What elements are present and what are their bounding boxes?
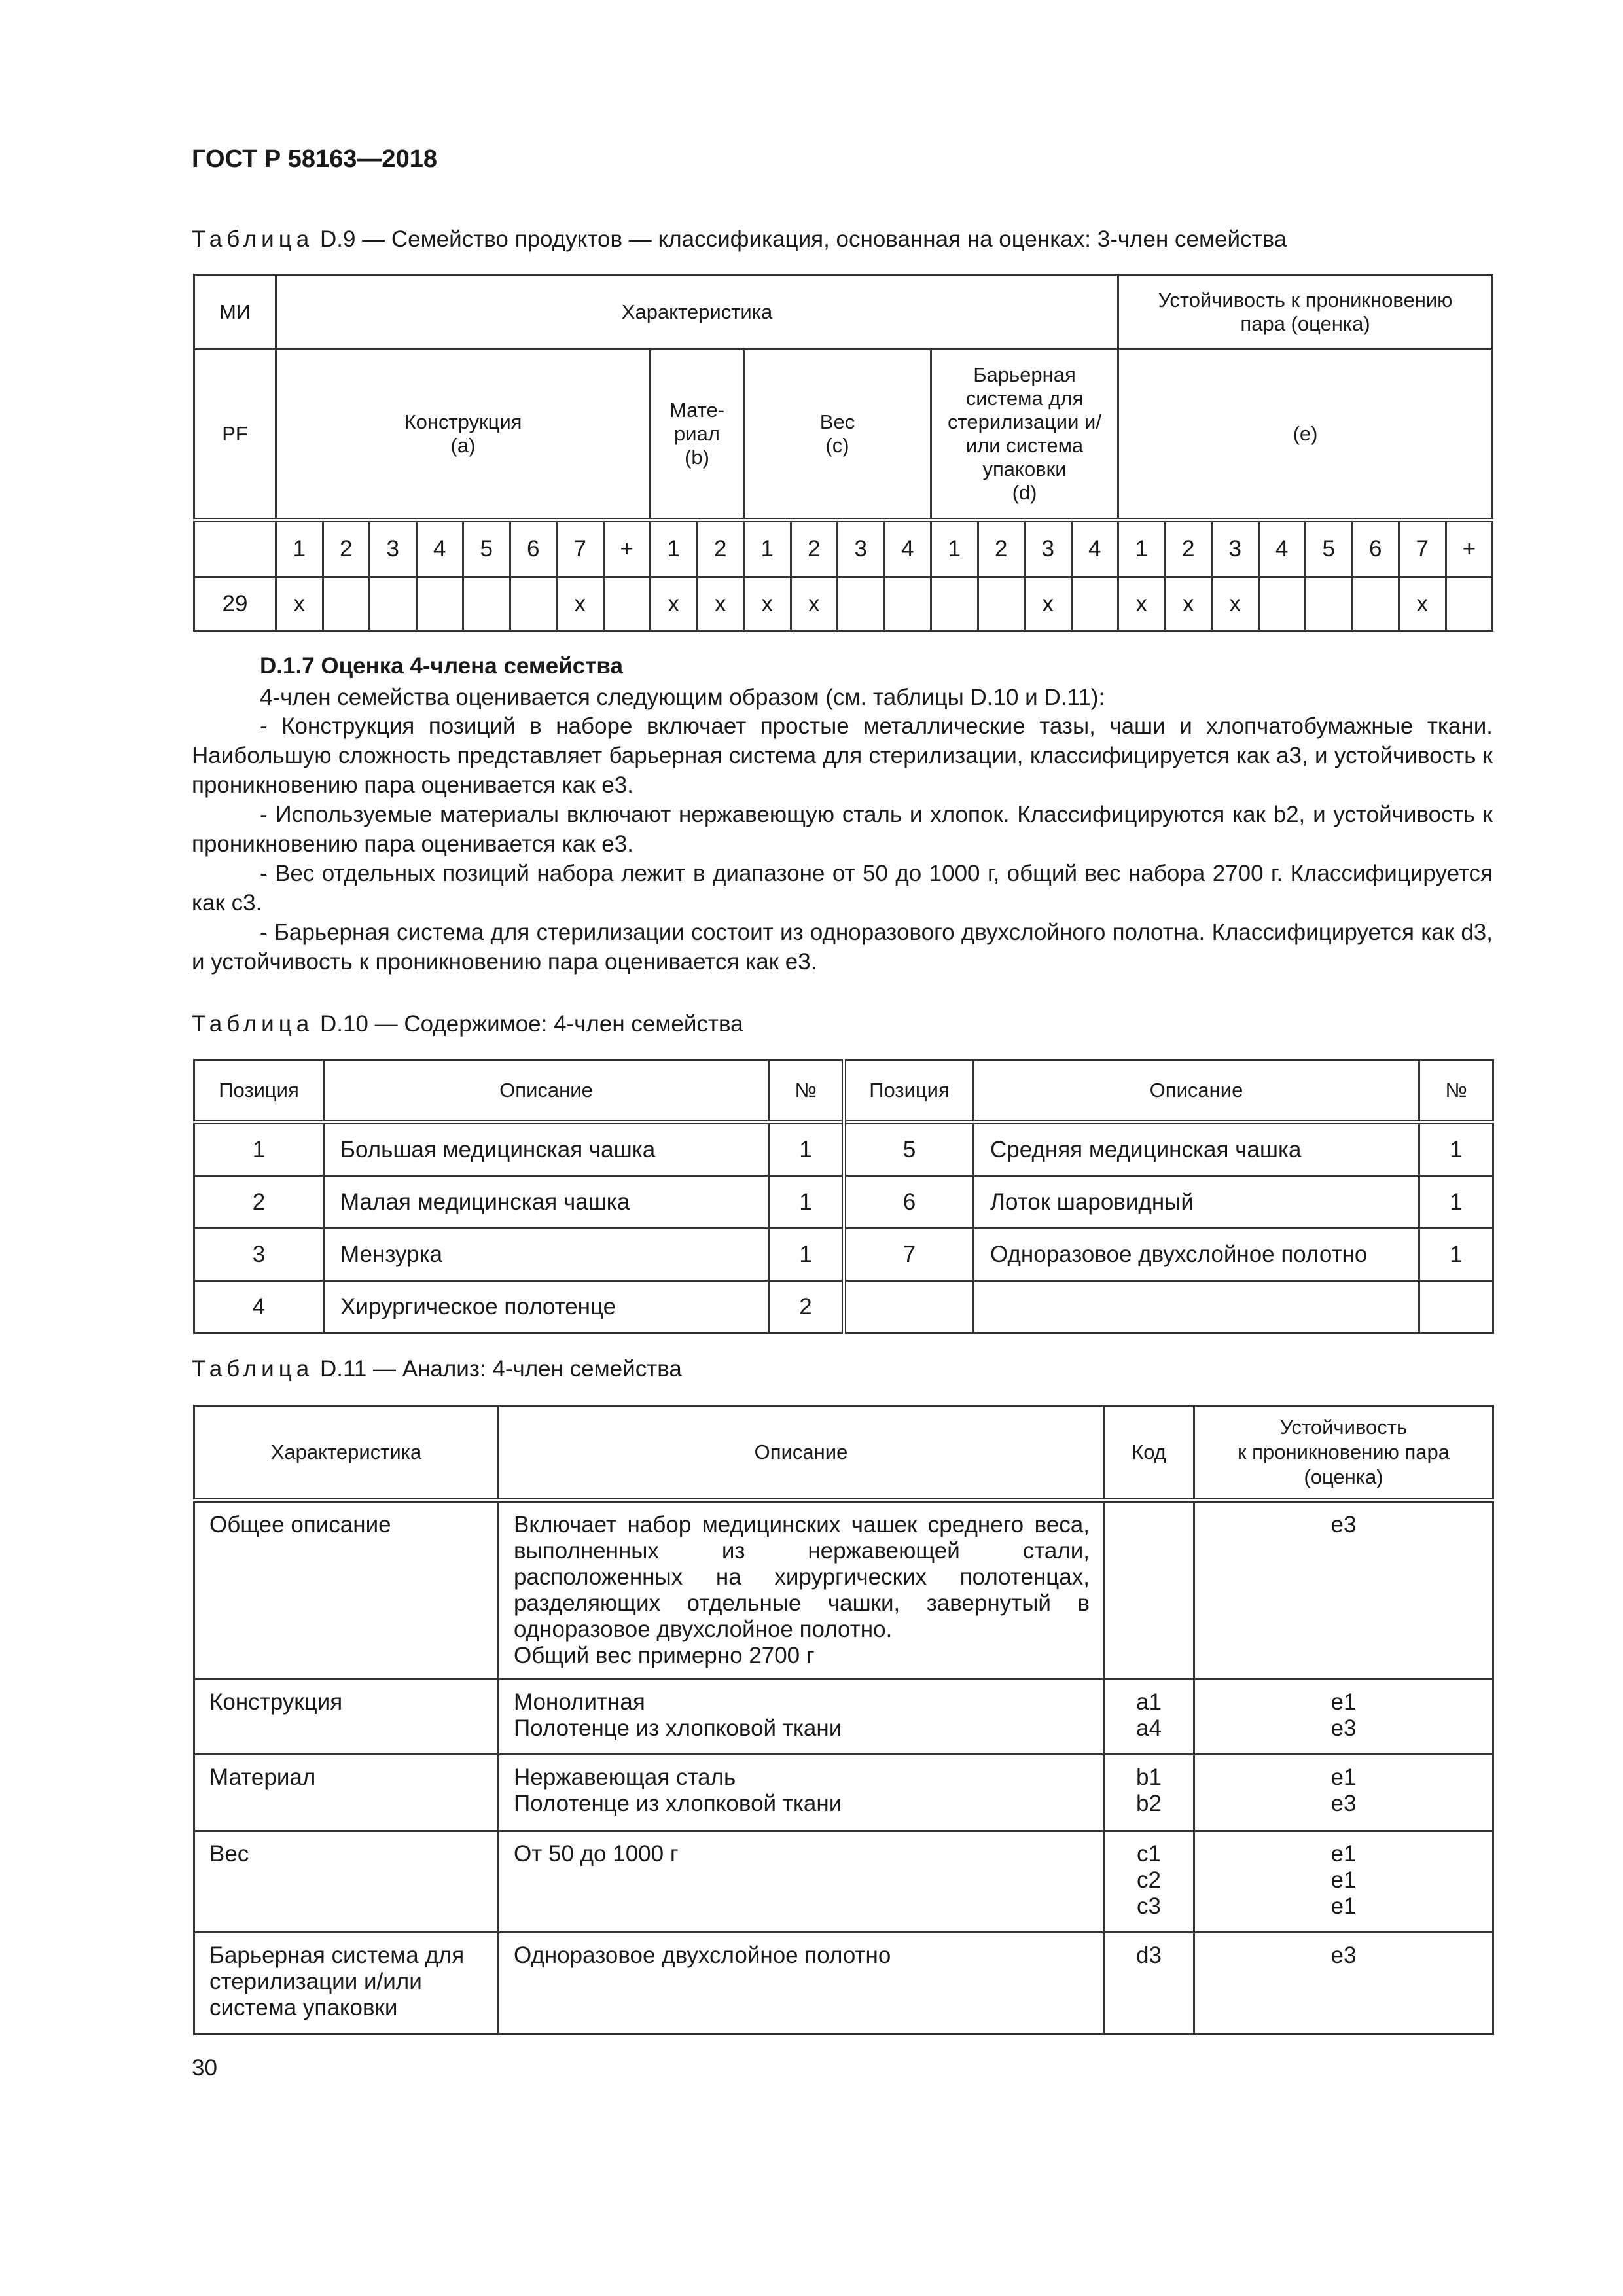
description-cell: Средняя медицинская чашка: [974, 1122, 1419, 1176]
page-number: 30: [192, 2055, 217, 2081]
table-row: [194, 577, 1493, 631]
column-number: 4: [1258, 520, 1306, 577]
column-number: +: [603, 520, 651, 577]
number-cell: 1: [769, 1122, 844, 1176]
grade-cell: e1 e3: [1194, 1679, 1493, 1755]
column-number: 2: [697, 520, 744, 577]
column-number: 1: [931, 520, 978, 577]
position-cell: 7: [844, 1229, 974, 1281]
caption-word: Таблица: [192, 226, 314, 252]
position-cell: 2: [194, 1176, 324, 1229]
header-material: Мате-риал (b): [651, 350, 744, 520]
header-number: №: [769, 1060, 844, 1122]
number-cell: [1419, 1281, 1493, 1333]
paragraph: - Конструкция позиций в наборе включает простые металлические тазы, чаши и хлопчатобумажные ткани. Наибольшую сложность представляет барьерная система для стерилизации, классифицируется как a3, и устойчивость к проникновению пара оценивается как e3.: [192, 713, 1493, 798]
caption-word: Таблица: [192, 1011, 314, 1037]
code-cell: d3: [1104, 1933, 1194, 2034]
header-code: Код: [1104, 1406, 1194, 1501]
header-characteristic: Характеристика: [276, 275, 1118, 350]
header-resistance: Устойчивость к проникновению пара (оценка): [1194, 1406, 1493, 1501]
number-cell: 2: [769, 1281, 844, 1333]
table-row: [194, 1122, 1493, 1176]
mark-cell: [1258, 577, 1306, 631]
header-resistance-code: (e): [1118, 350, 1493, 520]
grade-cell: e1 e3: [1194, 1755, 1493, 1831]
mark-cell: [1446, 577, 1493, 631]
numbers-row: [194, 520, 1493, 577]
number-cell: 1: [1419, 1122, 1493, 1176]
position-cell: 3: [194, 1229, 324, 1281]
paragraph: - Используемые материалы включают нержавеющую сталь и хлопок. Классифицируются как b2, и устойчивость к проникновению пара оценивается как e3.: [192, 802, 1493, 857]
characteristic-cell: Вес: [194, 1831, 499, 1933]
column-number: 3: [1212, 520, 1259, 577]
mark-cell: [1306, 577, 1353, 631]
mark-cell: [838, 577, 885, 631]
description-cell: Большая медицинская чашка: [324, 1122, 769, 1176]
column-number: 1: [744, 520, 791, 577]
column-number: 6: [1352, 520, 1399, 577]
mark-cell: x: [1118, 577, 1166, 631]
column-number: 4: [416, 520, 463, 577]
mark-cell: [416, 577, 463, 631]
paragraph: - Барьерная система для стерилизации состоит из одноразового двухслойного полотна. Классифицируется как d3, и устойчивость к проникновению пара оценивается как e3.: [192, 920, 1493, 975]
column-number: 2: [1165, 520, 1212, 577]
column-number: 7: [1399, 520, 1446, 577]
header-characteristic: Характеристика: [194, 1406, 499, 1501]
code-cell: a1 a4: [1104, 1679, 1194, 1755]
column-number: 3: [838, 520, 885, 577]
description-cell: Малая медицинская чашка: [324, 1176, 769, 1229]
mark-cell: [463, 577, 510, 631]
characteristic-cell: Конструкция: [194, 1679, 499, 1755]
description-cell: Одноразовое двухслойное полотно: [974, 1229, 1419, 1281]
grade-cell: e3: [1194, 1933, 1493, 2034]
column-number: +: [1446, 520, 1493, 577]
position-cell: 4: [194, 1281, 324, 1333]
mark-cell: [370, 577, 417, 631]
characteristic-cell: Общее описание: [194, 1501, 499, 1679]
mark-cell: x: [276, 577, 323, 631]
description-cell: Включает набор медицинских чашек среднего веса, выполненных из нержавеющей стали, расположенных на хирургических полотенцах, разделяющих отдельные чашки, завернутый в одноразовое двухслойное полотно. Общий вес примерно 2700 г: [499, 1501, 1104, 1679]
description-cell: [974, 1281, 1419, 1333]
header-barrier: Барьерная система для стерилизации и/или системa упаковки (d): [931, 350, 1118, 520]
mark-cell: [323, 577, 370, 631]
column-number: 2: [323, 520, 370, 577]
column-number: 1: [651, 520, 698, 577]
description-cell: Одноразовое двухслойное полотно: [499, 1933, 1104, 2034]
table-row: [194, 1933, 1493, 2034]
characteristic-cell: Барьерная система для стерилизации и/или система упаковки: [194, 1933, 499, 2034]
table-d9-caption: [192, 226, 1287, 253]
mark-cell: x: [1025, 577, 1072, 631]
mark-cell: [1071, 577, 1118, 631]
paragraph: 4-член семейства оценивается следующим образом (см. таблицы D.10 и D.11):: [260, 685, 1105, 710]
column-number: 4: [1071, 520, 1118, 577]
grade-cell: e3: [1194, 1501, 1493, 1679]
position-cell: 5: [844, 1122, 974, 1176]
description-cell: Лоток шаровидный: [974, 1176, 1419, 1229]
header-description: Описание: [974, 1060, 1419, 1122]
column-number: 1: [276, 520, 323, 577]
row-id: 29: [194, 577, 276, 631]
table-d11-caption: [192, 1356, 682, 1382]
code-cell: c1 c2 c3: [1104, 1831, 1194, 1933]
description-cell: Нержавеющая сталь Полотенце из хлопковой ткани: [499, 1755, 1104, 1831]
caption-text: D.11 — Анализ: 4-член семейства: [319, 1356, 682, 1382]
code-cell: [1104, 1501, 1194, 1679]
mark-cell: x: [744, 577, 791, 631]
header-number: №: [1419, 1060, 1493, 1122]
header-weight: Вес (c): [744, 350, 931, 520]
column-number: 5: [463, 520, 510, 577]
characteristic-cell: Материал: [194, 1755, 499, 1831]
mark-cell: [603, 577, 651, 631]
table-d10: [193, 1059, 1494, 1334]
mark-cell: [510, 577, 557, 631]
table-d10-caption: [192, 1011, 743, 1037]
table-row: [194, 1679, 1493, 1755]
position-cell: [844, 1281, 974, 1333]
mark-cell: x: [791, 577, 838, 631]
table-row: [194, 1176, 1493, 1229]
mark-cell: x: [1399, 577, 1446, 631]
header-position: Позиция: [194, 1060, 324, 1122]
description-cell: Хирургическое полотенце: [324, 1281, 769, 1333]
column-number: 1: [1118, 520, 1166, 577]
mark-cell: x: [651, 577, 698, 631]
number-cell: 1: [1419, 1229, 1493, 1281]
mark-cell: [1352, 577, 1399, 631]
header-description: Описание: [324, 1060, 769, 1122]
paragraph: - Вес отдельных позиций набора лежит в диапазоне от 50 до 1000 г, общий вес набора 2700 г. Классифицируется как c3.: [192, 861, 1493, 916]
caption-text: D.10 — Содержимое: 4-член семейства: [319, 1011, 743, 1037]
column-number: 6: [510, 520, 557, 577]
column-number: 7: [557, 520, 604, 577]
section-title: D.1.7 Оценка 4-члена семейства: [260, 653, 623, 679]
mark-cell: [931, 577, 978, 631]
column-number: 3: [1025, 520, 1072, 577]
description-cell: От 50 до 1000 г: [499, 1831, 1104, 1933]
number-cell: 1: [769, 1229, 844, 1281]
table-row: [194, 1501, 1493, 1679]
header-resistance: Устойчивость к проникновению пара (оценка): [1118, 275, 1493, 350]
number-cell: 1: [1419, 1176, 1493, 1229]
caption-text: D.9 — Семейство продуктов — классификация, основанная на оценках: 3-член семейства: [319, 226, 1287, 252]
code-cell: b1 b2: [1104, 1755, 1194, 1831]
caption-word: Таблица: [192, 1356, 314, 1382]
grade-cell: e1 e1 e1: [1194, 1831, 1493, 1933]
mark-cell: x: [1165, 577, 1212, 631]
header-position: Позиция: [844, 1060, 974, 1122]
mark-cell: x: [697, 577, 744, 631]
table-row: [194, 1755, 1493, 1831]
header-construction: Конструкция (a): [276, 350, 651, 520]
column-number: 4: [884, 520, 931, 577]
mark-cell: x: [557, 577, 604, 631]
standard-header: ГОСТ Р 58163—2018: [192, 145, 437, 173]
mark-cell: x: [1212, 577, 1259, 631]
mark-cell: [978, 577, 1025, 631]
description-cell: Мензурка: [324, 1229, 769, 1281]
header-description: Описание: [499, 1406, 1104, 1501]
table-row: [194, 1281, 1493, 1333]
description-cell: Монолитная Полотенце из хлопковой ткани: [499, 1679, 1104, 1755]
position-cell: 1: [194, 1122, 324, 1176]
mark-cell: [884, 577, 931, 631]
table-row: [194, 1831, 1493, 1933]
column-number: 5: [1306, 520, 1353, 577]
column-number: 2: [791, 520, 838, 577]
position-cell: 6: [844, 1176, 974, 1229]
header-pf: PF: [194, 350, 276, 520]
table-d11: [193, 1405, 1494, 2035]
header-mi: МИ: [194, 275, 276, 350]
table-d9: [193, 274, 1493, 632]
column-number: 3: [370, 520, 417, 577]
table-row: [194, 1229, 1493, 1281]
number-cell: 1: [769, 1176, 844, 1229]
column-number: 2: [978, 520, 1025, 577]
empty-cell: [194, 520, 276, 577]
